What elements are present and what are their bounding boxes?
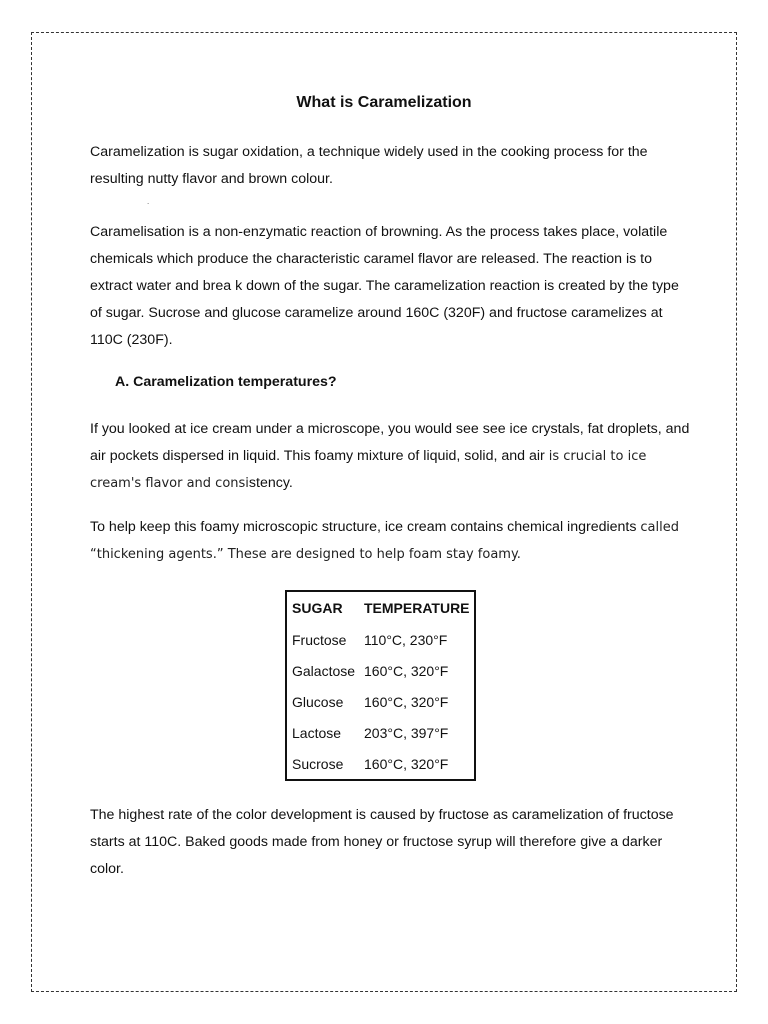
paragraph-icecream	[90, 416, 690, 497]
paragraph-icecream-part2: is crucial to ice cream's flavor and consi	[90, 449, 647, 491]
paragraph-thickening-part1: To help keep this foamy microscopic structure, ice cream contains chemical ingredients	[90, 519, 637, 535]
paragraph-intro: Caramelization is sugar oxidation, a technique widely used in the cooking process for the resulting nutty flavor and brown colour.	[90, 144, 648, 187]
paragraph-icecream-part3: stency.	[248, 475, 293, 491]
page-title: What is Caramelization	[296, 94, 472, 111]
table-row	[286, 686, 475, 717]
header-temperature: TEMPERATURE	[364, 600, 470, 616]
cell-sugar: Sucrose	[292, 755, 344, 772]
cell-temperature: 160°C, 320°F	[364, 755, 449, 772]
cell-temperature: 160°C, 320°F	[364, 662, 449, 679]
header-sugar: SUGAR	[292, 600, 343, 616]
cell-temperature: 160°C, 320°F	[364, 693, 449, 710]
table-row	[286, 655, 475, 686]
sugar-temperature-table	[285, 590, 476, 781]
stray-mark: .	[147, 197, 150, 206]
paragraph-thickening	[90, 514, 690, 568]
cell-temperature: 110°C, 230°F	[364, 631, 448, 648]
paragraph-process: Caramelisation is a non-enzymatic reaction of browning. As the process takes place, volatile chemicals which produce the characteristic caramel flavor are released. The reaction is to extract water and brea k down of the sugar. The caramelization reaction is created by the type of sugar. Sucrose and glucose caramelize around 160C (320F) and fructose caramelizes at 110C (230F).	[90, 224, 679, 348]
cell-temperature: 203°C, 397°F	[364, 724, 449, 741]
paragraph-icecream-part1: If you looked at ice cream under a microscope, you would see see ice crystals, fat droplets, and air pockets dispersed in liquid. This foamy mixture of liquid, solid, and air	[90, 421, 690, 464]
cell-sugar: Fructose	[292, 631, 347, 648]
cell-sugar: Lactose	[292, 724, 342, 741]
table-row	[286, 624, 475, 655]
section-heading: A. Caramelization temperatures?	[115, 374, 337, 390]
paragraph-thickening-part2: called “thickening agents.” These are designed to help foam stay foamy.	[90, 520, 679, 562]
cell-sugar: Galactose	[292, 662, 356, 679]
table-row	[286, 717, 475, 748]
table-header-row	[286, 591, 475, 624]
paragraph-conclusion: The highest rate of the color development is caused by fructose as caramelization of fructose starts at 110C. Baked goods made from honey or fructose syrup will therefore give a darker color.	[90, 807, 674, 877]
table-row	[286, 748, 475, 780]
cell-sugar: Glucose	[292, 693, 344, 710]
